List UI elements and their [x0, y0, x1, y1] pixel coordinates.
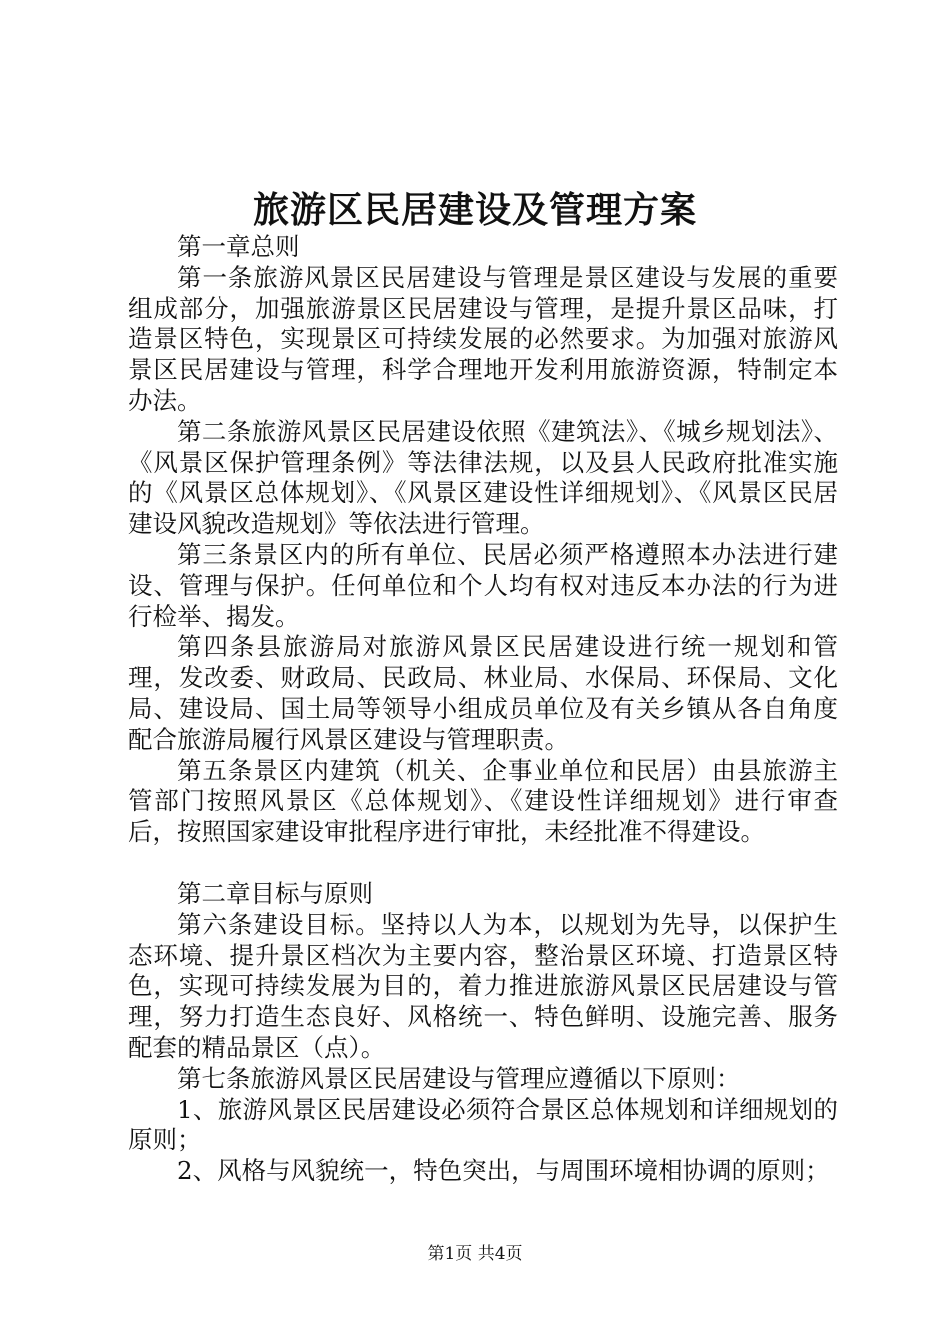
- document-body: [128, 232, 838, 1187]
- paragraph: 第一条旅游风景区民居建设与管理是景区建设与发展的重要组成部分，加强旅游景区民居建设与管理，是提升景区品味，打造景区特色，实现景区可持续发展的必然要求。为加强对旅游风景区民居建设与管理，科学合理地开发利用旅游资源，特制定本办法。: [128, 262, 838, 415]
- paragraph: 第二条旅游风景区民居建设依照《建筑法》、《城乡规划法》、《风景区保护管理条例》等法律法规，以及县人民政府批准实施的《风景区总体规划》、《风景区建设性详细规划》、《风景区民居建设风貌改造规划》等依法进行管理。: [128, 416, 838, 539]
- paragraph: 第三条景区内的所有单位、民居必须严格遵照本办法进行建设、管理与保护。任何单位和个人均有权对违反本办法的行为进行检举、揭发。: [128, 539, 838, 631]
- document-title: 旅游区民居建设及管理方案: [252, 189, 697, 231]
- paragraph: 第六条建设目标。坚持以人为本，以规划为先导，以保护生态环境、提升景区档次为主要内容，整治景区环境、打造景区特色，实现可持续发展为目的，着力推进旅游风景区民居建设与管理，努力打造生态良好、风格统一、特色鲜明、设施完善、服务配套的精品景区（点）。: [128, 909, 838, 1062]
- list-item: 2、风格与风貌统一，特色突出，与周围环境相协调的原则；: [177, 1156, 830, 1186]
- page-number-footer: 第1页 共4页: [427, 1244, 523, 1264]
- chapter-heading: 第一章总则: [177, 232, 300, 261]
- paragraph: 第七条旅游风景区民居建设与管理应遵循以下原则：: [177, 1063, 741, 1093]
- paragraph: 第五条景区内建筑（机关、企事业单位和民居）由县旅游主管部门按照风景区《总体规划》、《建设性详细规划》进行审查后，按照国家建设审批程序进行审批，未经批准不得建设。: [128, 755, 838, 847]
- chapter-heading: 第二章目标与原则: [177, 878, 373, 908]
- paragraph: 第四条县旅游局对旅游风景区民居建设进行统一规划和管理，发改委、财政局、民政局、林业局、水保局、环保局、文化局、建设局、国土局等领导小组成员单位及有关乡镇从各自角度配合旅游局履行风景区建设与管理职责。: [128, 632, 838, 754]
- list-item: 1、旅游风景区民居建设必须符合景区总体规划和详细规划的原则；: [128, 1094, 838, 1155]
